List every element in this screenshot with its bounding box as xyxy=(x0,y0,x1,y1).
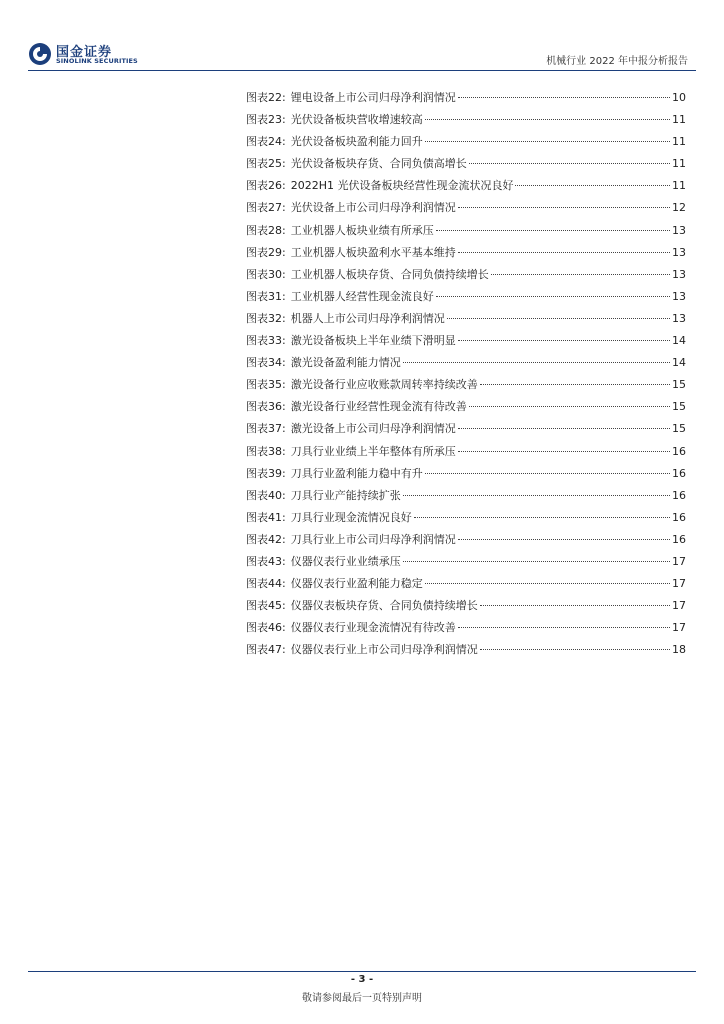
toc-figure-title: 仪器仪表行业现金流情况有待改善 xyxy=(290,621,456,635)
toc-page-number: 16 xyxy=(672,510,686,524)
toc-leader-dots xyxy=(480,604,670,606)
toc-figure-label: 图表34: xyxy=(246,356,286,370)
toc-figure-title: 激光设备板块上半年业绩下滑明显 xyxy=(290,334,456,348)
toc-page-number: 14 xyxy=(672,356,686,370)
toc-figure-label: 图表38: xyxy=(246,444,286,458)
toc-figure-title: 激光设备上市公司归母净利润情况 xyxy=(290,422,456,436)
toc-figure-label: 图表40: xyxy=(246,488,286,502)
toc-page-number: 10 xyxy=(672,91,686,104)
toc-page-number: 11 xyxy=(672,179,686,193)
toc-row[interactable] xyxy=(246,352,686,374)
toc-figure-title: 仪器仪表板块存货、合同负债持续增长 xyxy=(290,599,478,613)
footer-divider xyxy=(28,971,696,972)
toc-figure-title: 锂电设备上市公司归母净利润情况 xyxy=(290,91,456,104)
toc-figure-title: 工业机器人板块盈利水平基本维持 xyxy=(290,245,456,259)
toc-figure-title: 光伏设备板块营收增速较高 xyxy=(290,113,423,127)
toc-leader-dots xyxy=(469,405,670,407)
toc-leader-dots xyxy=(469,162,670,164)
toc-figure-label: 图表30: xyxy=(246,267,286,281)
toc-leader-dots xyxy=(425,582,670,584)
toc-row[interactable] xyxy=(246,286,686,308)
toc-figure-title: 仪器仪表行业上市公司归母净利润情况 xyxy=(290,643,478,657)
toc-figure-label: 图表42: xyxy=(246,532,286,546)
toc-figure-title: 光伏设备板块盈利能力回升 xyxy=(290,135,423,149)
toc-row[interactable] xyxy=(246,639,686,661)
logo-text-en: SINOLINK SECURITIES xyxy=(56,57,138,65)
toc-figure-title: 仪器仪表行业业绩承压 xyxy=(290,554,401,568)
toc-figure-label: 图表37: xyxy=(246,422,286,436)
toc-page-number: 11 xyxy=(672,113,686,127)
toc-page-number: 16 xyxy=(672,466,686,480)
toc-row[interactable] xyxy=(246,529,686,551)
toc-leader-dots xyxy=(458,626,670,628)
toc-figure-title: 工业机器人板块业绩有所承压 xyxy=(290,223,434,237)
toc-figure-label: 图表27: xyxy=(246,201,286,215)
toc-page-number: 18 xyxy=(672,643,686,657)
toc-leader-dots xyxy=(458,339,670,341)
toc-figure-title: 工业机器人板块存货、合同负债持续增长 xyxy=(290,267,489,281)
toc-page-number: 17 xyxy=(672,599,686,613)
toc-row[interactable] xyxy=(246,242,686,264)
toc-figure-label: 图表24: xyxy=(246,135,286,149)
sinolink-logo-icon xyxy=(28,42,52,66)
toc-row[interactable] xyxy=(246,220,686,242)
toc-leader-dots xyxy=(480,648,670,650)
toc-page-number: 15 xyxy=(672,378,686,392)
toc-figure-label: 图表35: xyxy=(246,378,286,392)
toc-figure-label: 图表47: xyxy=(246,643,286,657)
toc-page-number: 17 xyxy=(672,577,686,591)
toc-leader-dots xyxy=(436,229,670,231)
toc-leader-dots xyxy=(458,251,670,253)
toc-row[interactable] xyxy=(246,87,686,109)
toc-figure-label: 图表22: xyxy=(246,91,286,104)
toc-row[interactable] xyxy=(246,131,686,153)
toc-leader-dots xyxy=(458,538,670,540)
toc-page-number: 17 xyxy=(672,621,686,635)
toc-row[interactable] xyxy=(246,595,686,617)
figure-index-list xyxy=(246,87,686,661)
toc-figure-label: 图表25: xyxy=(246,157,286,171)
toc-figure-title: 2022H1 光伏设备板块经营性现金流状况良好 xyxy=(290,179,514,193)
toc-figure-title: 光伏设备上市公司归母净利润情况 xyxy=(290,201,456,215)
toc-figure-label: 图表29: xyxy=(246,245,286,259)
footer-disclaimer: 敬请参阅最后一页特别声明 xyxy=(302,993,422,1004)
page-header xyxy=(0,0,724,72)
toc-page-number: 16 xyxy=(672,444,686,458)
toc-row[interactable] xyxy=(246,197,686,219)
toc-leader-dots xyxy=(447,317,670,319)
header-divider xyxy=(28,70,696,71)
toc-page-number: 15 xyxy=(672,400,686,414)
toc-leader-dots xyxy=(425,472,670,474)
toc-figure-label: 图表41: xyxy=(246,510,286,524)
toc-row[interactable] xyxy=(246,551,686,573)
toc-figure-title: 刀具行业产能持续扩张 xyxy=(290,488,401,502)
toc-page-number: 13 xyxy=(672,245,686,259)
toc-leader-dots xyxy=(436,295,670,297)
toc-figure-title: 激光设备行业应收账款周转率持续改善 xyxy=(290,378,478,392)
toc-row[interactable] xyxy=(246,153,686,175)
toc-page-number: 15 xyxy=(672,422,686,436)
toc-row[interactable] xyxy=(246,308,686,330)
toc-figure-label: 图表44: xyxy=(246,577,286,591)
toc-figure-title: 刀具行业上市公司归母净利润情况 xyxy=(290,532,456,546)
toc-figure-label: 图表33: xyxy=(246,334,286,348)
toc-figure-label: 图表39: xyxy=(246,466,286,480)
toc-figure-label: 图表45: xyxy=(246,599,286,613)
toc-row[interactable] xyxy=(246,507,686,529)
toc-leader-dots xyxy=(480,383,670,385)
toc-leader-dots xyxy=(425,118,670,120)
report-title: 机械行业 2022 年中报分析报告 xyxy=(546,56,688,67)
toc-leader-dots xyxy=(458,206,670,208)
toc-figure-label: 图表43: xyxy=(246,554,286,568)
toc-page-number: 16 xyxy=(672,532,686,546)
toc-row[interactable] xyxy=(246,175,686,197)
toc-row[interactable] xyxy=(246,374,686,396)
toc-page-number: 14 xyxy=(672,334,686,348)
toc-leader-dots xyxy=(458,96,670,98)
toc-leader-dots xyxy=(515,184,670,186)
toc-row[interactable] xyxy=(246,396,686,418)
toc-row[interactable] xyxy=(246,109,686,131)
toc-row[interactable] xyxy=(246,330,686,352)
toc-leader-dots xyxy=(458,427,670,429)
toc-row[interactable] xyxy=(246,264,686,286)
toc-page-number: 13 xyxy=(672,289,686,303)
toc-figure-title: 刀具行业现金流情况良好 xyxy=(290,510,412,524)
toc-row[interactable] xyxy=(246,441,686,463)
toc-figure-title: 仪器仪表行业盈利能力稳定 xyxy=(290,577,423,591)
toc-page-number: 11 xyxy=(672,157,686,171)
toc-page-number: 12 xyxy=(672,201,686,215)
toc-page-number: 11 xyxy=(672,135,686,149)
logo-text-cn: 国金证券 xyxy=(56,45,113,60)
toc-figure-label: 图表23: xyxy=(246,113,286,127)
toc-row[interactable] xyxy=(246,463,686,485)
page-number: - 3 - xyxy=(350,974,374,985)
toc-leader-dots xyxy=(403,560,670,562)
toc-figure-label: 图表28: xyxy=(246,223,286,237)
toc-figure-title: 激光设备盈利能力情况 xyxy=(290,356,401,370)
toc-leader-dots xyxy=(403,494,670,496)
toc-page-number: 13 xyxy=(672,223,686,237)
company-logo xyxy=(28,42,138,68)
toc-page-number: 17 xyxy=(672,554,686,568)
toc-figure-title: 光伏设备板块存货、合同负债高增长 xyxy=(290,157,467,171)
toc-page-number: 13 xyxy=(672,267,686,281)
toc-figure-label: 图表31: xyxy=(246,289,286,303)
toc-figure-title: 工业机器人经营性现金流良好 xyxy=(290,289,434,303)
toc-leader-dots xyxy=(425,140,670,142)
toc-figure-label: 图表26: xyxy=(246,179,286,193)
toc-figure-label: 图表46: xyxy=(246,621,286,635)
toc-row[interactable] xyxy=(246,617,686,639)
toc-figure-title: 刀具行业业绩上半年整体有所承压 xyxy=(290,444,456,458)
toc-page-number: 13 xyxy=(672,311,686,325)
toc-leader-dots xyxy=(403,361,670,363)
toc-row[interactable] xyxy=(246,485,686,507)
toc-page-number: 16 xyxy=(672,488,686,502)
toc-figure-title: 激光设备行业经营性现金流有待改善 xyxy=(290,400,467,414)
toc-figure-title: 刀具行业盈利能力稳中有升 xyxy=(290,466,423,480)
toc-figure-title: 机器人上市公司归母净利润情况 xyxy=(290,311,445,325)
toc-leader-dots xyxy=(491,273,670,275)
toc-row[interactable] xyxy=(246,573,686,595)
toc-figure-label: 图表36: xyxy=(246,400,286,414)
toc-figure-label: 图表32: xyxy=(246,311,286,325)
toc-leader-dots xyxy=(458,450,670,452)
toc-leader-dots xyxy=(414,516,670,518)
toc-row[interactable] xyxy=(246,418,686,440)
